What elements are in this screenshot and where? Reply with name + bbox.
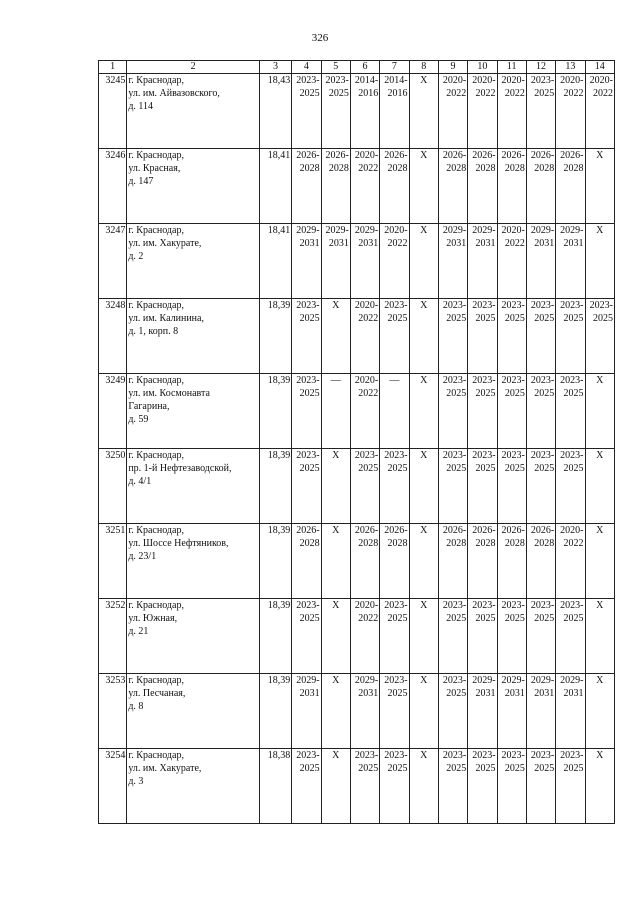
- column-header: 4: [292, 61, 321, 74]
- period-cell: Х: [321, 299, 350, 374]
- address-line: ул. Шоссе Нефтяников,: [128, 538, 229, 549]
- period-cell: 2026- 2028: [497, 149, 526, 224]
- period-cell: 2029- 2031: [438, 224, 467, 299]
- period-cell: Х: [409, 599, 438, 674]
- row-number: 3248: [99, 299, 127, 374]
- period-cell: 2023- 2025: [438, 299, 467, 374]
- value-cell: 18,43: [259, 74, 291, 149]
- period-cell: 2023- 2025: [321, 74, 350, 149]
- column-header: 7: [380, 61, 409, 74]
- period-cell: 2023- 2025: [526, 374, 555, 449]
- period-cell: 2029- 2031: [292, 224, 321, 299]
- period-cell: 2023- 2025: [380, 749, 409, 824]
- value-cell: 18,38: [259, 749, 291, 824]
- table-row: [99, 74, 615, 149]
- period-cell: 2020- 2022: [556, 524, 585, 599]
- period-cell: 2014- 2016: [350, 74, 379, 149]
- period-cell: 2020- 2022: [350, 374, 379, 449]
- period-cell: Х: [321, 449, 350, 524]
- period-cell: 2023- 2025: [380, 599, 409, 674]
- period-cell: 2023- 2025: [350, 749, 379, 824]
- period-cell: 2023- 2025: [526, 599, 555, 674]
- value-cell: 18,41: [259, 224, 291, 299]
- period-cell: 2020- 2022: [585, 74, 614, 149]
- column-header: 1: [99, 61, 127, 74]
- period-cell: 2026- 2028: [497, 524, 526, 599]
- period-cell: 2023- 2025: [438, 599, 467, 674]
- period-cell: Х: [585, 149, 614, 224]
- address-cell: [127, 599, 260, 674]
- period-cell: 2014- 2016: [380, 74, 409, 149]
- period-cell: —: [380, 374, 409, 449]
- period-cell: 2023- 2025: [497, 599, 526, 674]
- column-header: 8: [409, 61, 438, 74]
- period-cell: 2026- 2028: [438, 524, 467, 599]
- period-cell: Х: [321, 749, 350, 824]
- value-cell: 18,39: [259, 299, 291, 374]
- address-line: Гагарина,: [128, 401, 170, 412]
- value-cell: 18,39: [259, 599, 291, 674]
- period-cell: 2023- 2025: [438, 374, 467, 449]
- period-cell: 2020- 2022: [497, 224, 526, 299]
- period-cell: Х: [409, 449, 438, 524]
- period-cell: 2026- 2028: [526, 524, 555, 599]
- period-cell: 2029- 2031: [350, 674, 379, 749]
- period-cell: Х: [409, 374, 438, 449]
- address-line: д. 23/1: [128, 551, 157, 562]
- address-line: д. 147: [128, 176, 154, 187]
- row-number: 3254: [99, 749, 127, 824]
- period-cell: 2023- 2025: [292, 299, 321, 374]
- address-line: ул. им. Космонавта: [128, 388, 210, 399]
- period-cell: 2023- 2025: [556, 599, 585, 674]
- period-cell: 2023- 2025: [526, 299, 555, 374]
- period-cell: 2029- 2031: [556, 224, 585, 299]
- period-cell: 2023- 2025: [350, 449, 379, 524]
- period-cell: 2026- 2028: [321, 149, 350, 224]
- period-cell: 2026- 2028: [526, 149, 555, 224]
- address-line: д. 21: [128, 626, 149, 637]
- address-line: г. Краснодар,: [128, 225, 184, 236]
- column-header: 10: [468, 61, 497, 74]
- period-cell: 2023- 2025: [556, 749, 585, 824]
- period-cell: 2023- 2025: [468, 374, 497, 449]
- period-cell: 2023- 2025: [526, 74, 555, 149]
- period-cell: 2023- 2025: [526, 449, 555, 524]
- address-cell: [127, 299, 260, 374]
- value-cell: 18,41: [259, 149, 291, 224]
- period-cell: Х: [321, 524, 350, 599]
- period-cell: 2029- 2031: [350, 224, 379, 299]
- address-line: пр. 1-й Нефтезаводской,: [128, 463, 232, 474]
- period-cell: Х: [585, 449, 614, 524]
- period-cell: 2023- 2025: [497, 299, 526, 374]
- period-cell: 2023- 2025: [438, 449, 467, 524]
- period-cell: 2020- 2022: [438, 74, 467, 149]
- period-cell: 2029- 2031: [497, 674, 526, 749]
- column-header: 13: [556, 61, 585, 74]
- address-line: д. 3: [128, 776, 144, 787]
- period-cell: Х: [409, 149, 438, 224]
- address-cell: [127, 224, 260, 299]
- period-cell: —: [321, 374, 350, 449]
- row-number: 3247: [99, 224, 127, 299]
- period-cell: 2026- 2028: [350, 524, 379, 599]
- period-cell: 2023- 2025: [292, 449, 321, 524]
- period-cell: 2029- 2031: [292, 674, 321, 749]
- table-row: [99, 674, 615, 749]
- period-cell: 2029- 2031: [468, 674, 497, 749]
- period-cell: 2023- 2025: [380, 299, 409, 374]
- address-line: д. 1, корп. 8: [128, 326, 179, 337]
- period-cell: 2023- 2025: [585, 299, 614, 374]
- page-number: 326: [311, 32, 329, 44]
- period-cell: Х: [585, 374, 614, 449]
- address-cell: [127, 149, 260, 224]
- period-cell: 2029- 2031: [468, 224, 497, 299]
- row-number: 3246: [99, 149, 127, 224]
- header-row: [99, 61, 615, 74]
- period-cell: 2020- 2022: [497, 74, 526, 149]
- period-cell: 2020- 2022: [350, 299, 379, 374]
- period-cell: Х: [321, 599, 350, 674]
- address-line: д. 2: [128, 251, 144, 262]
- address-cell: [127, 449, 260, 524]
- period-cell: 2020- 2022: [350, 149, 379, 224]
- value-cell: 18,39: [259, 674, 291, 749]
- period-cell: 2023- 2025: [438, 749, 467, 824]
- address-line: ул. Красная,: [128, 163, 181, 174]
- period-cell: 2023- 2025: [497, 449, 526, 524]
- period-cell: 2023- 2025: [380, 674, 409, 749]
- table-row: [99, 224, 615, 299]
- address-line: ул. им. Хакурате,: [128, 763, 202, 774]
- table-row: [99, 599, 615, 674]
- period-cell: 2023- 2025: [292, 374, 321, 449]
- period-cell: 2023- 2025: [292, 74, 321, 149]
- column-header: 6: [350, 61, 379, 74]
- address-cell: [127, 74, 260, 149]
- period-cell: 2020- 2022: [468, 74, 497, 149]
- address-cell: [127, 374, 260, 449]
- period-cell: 2023- 2025: [380, 449, 409, 524]
- table-row: [99, 299, 615, 374]
- column-header: 2: [127, 61, 260, 74]
- address-line: г. Краснодар,: [128, 675, 184, 686]
- period-cell: Х: [321, 674, 350, 749]
- period-cell: 2020- 2022: [350, 599, 379, 674]
- period-cell: 2023- 2025: [497, 374, 526, 449]
- period-cell: 2026- 2028: [556, 149, 585, 224]
- address-line: г. Краснодар,: [128, 750, 184, 761]
- period-cell: 2026- 2028: [438, 149, 467, 224]
- period-cell: 2026- 2028: [380, 149, 409, 224]
- address-cell: [127, 674, 260, 749]
- address-line: д. 59: [128, 414, 149, 425]
- period-cell: 2026- 2028: [468, 149, 497, 224]
- period-cell: Х: [409, 224, 438, 299]
- period-cell: 2026- 2028: [380, 524, 409, 599]
- table-row: [99, 449, 615, 524]
- column-header: 14: [585, 61, 614, 74]
- period-cell: 2023- 2025: [468, 599, 497, 674]
- address-line: г. Краснодар,: [128, 600, 184, 611]
- period-cell: Х: [585, 524, 614, 599]
- row-number: 3253: [99, 674, 127, 749]
- address-line: г. Краснодар,: [128, 375, 184, 386]
- value-cell: 18,39: [259, 449, 291, 524]
- column-header: 5: [321, 61, 350, 74]
- address-line: г. Краснодар,: [128, 525, 184, 536]
- period-cell: 2023- 2025: [526, 749, 555, 824]
- register-table: [98, 60, 615, 824]
- period-cell: 2020- 2022: [380, 224, 409, 299]
- table-row: [99, 749, 615, 824]
- table-row: [99, 149, 615, 224]
- table-body: [99, 74, 615, 824]
- column-header: 9: [438, 61, 467, 74]
- address-line: д. 114: [128, 101, 154, 112]
- address-line: д. 4/1: [128, 476, 152, 487]
- period-cell: Х: [409, 74, 438, 149]
- period-cell: 2023- 2025: [556, 374, 585, 449]
- period-cell: 2023- 2025: [556, 299, 585, 374]
- address-line: г. Краснодар,: [128, 150, 184, 161]
- period-cell: 2026- 2028: [292, 149, 321, 224]
- period-cell: 2026- 2028: [468, 524, 497, 599]
- period-cell: Х: [409, 299, 438, 374]
- address-line: ул. им. Хакурате,: [128, 238, 202, 249]
- table-row: [99, 524, 615, 599]
- period-cell: 2023- 2025: [556, 449, 585, 524]
- column-header: 3: [259, 61, 291, 74]
- column-header: 12: [526, 61, 555, 74]
- period-cell: 2029- 2031: [526, 224, 555, 299]
- address-line: г. Краснодар,: [128, 300, 184, 311]
- table-row: [99, 374, 615, 449]
- value-cell: 18,39: [259, 524, 291, 599]
- period-cell: 2023- 2025: [468, 749, 497, 824]
- period-cell: 2023- 2025: [468, 449, 497, 524]
- period-cell: 2023- 2025: [292, 599, 321, 674]
- address-line: ул. Южная,: [128, 613, 178, 624]
- period-cell: 2023- 2025: [468, 299, 497, 374]
- address-cell: [127, 524, 260, 599]
- value-cell: 18,39: [259, 374, 291, 449]
- period-cell: 2023- 2025: [438, 674, 467, 749]
- period-cell: 2023- 2025: [497, 749, 526, 824]
- period-cell: 2020- 2022: [556, 74, 585, 149]
- period-cell: 2026- 2028: [292, 524, 321, 599]
- period-cell: Х: [409, 674, 438, 749]
- address-cell: [127, 749, 260, 824]
- address-line: ул. Песчаная,: [128, 688, 186, 699]
- period-cell: Х: [585, 674, 614, 749]
- period-cell: Х: [585, 749, 614, 824]
- period-cell: Х: [409, 524, 438, 599]
- row-number: 3250: [99, 449, 127, 524]
- row-number: 3245: [99, 74, 127, 149]
- row-number: 3249: [99, 374, 127, 449]
- column-header: 11: [497, 61, 526, 74]
- row-number: 3252: [99, 599, 127, 674]
- period-cell: Х: [585, 224, 614, 299]
- period-cell: 2029- 2031: [526, 674, 555, 749]
- address-line: д. 8: [128, 701, 144, 712]
- address-line: ул. им. Калинина,: [128, 313, 204, 324]
- period-cell: 2029- 2031: [556, 674, 585, 749]
- period-cell: 2023- 2025: [292, 749, 321, 824]
- address-line: г. Краснодар,: [128, 450, 184, 461]
- address-line: г. Краснодар,: [128, 75, 184, 86]
- period-cell: Х: [585, 599, 614, 674]
- period-cell: Х: [409, 749, 438, 824]
- address-line: ул. им. Айвазовского,: [128, 88, 220, 99]
- period-cell: 2029- 2031: [321, 224, 350, 299]
- row-number: 3251: [99, 524, 127, 599]
